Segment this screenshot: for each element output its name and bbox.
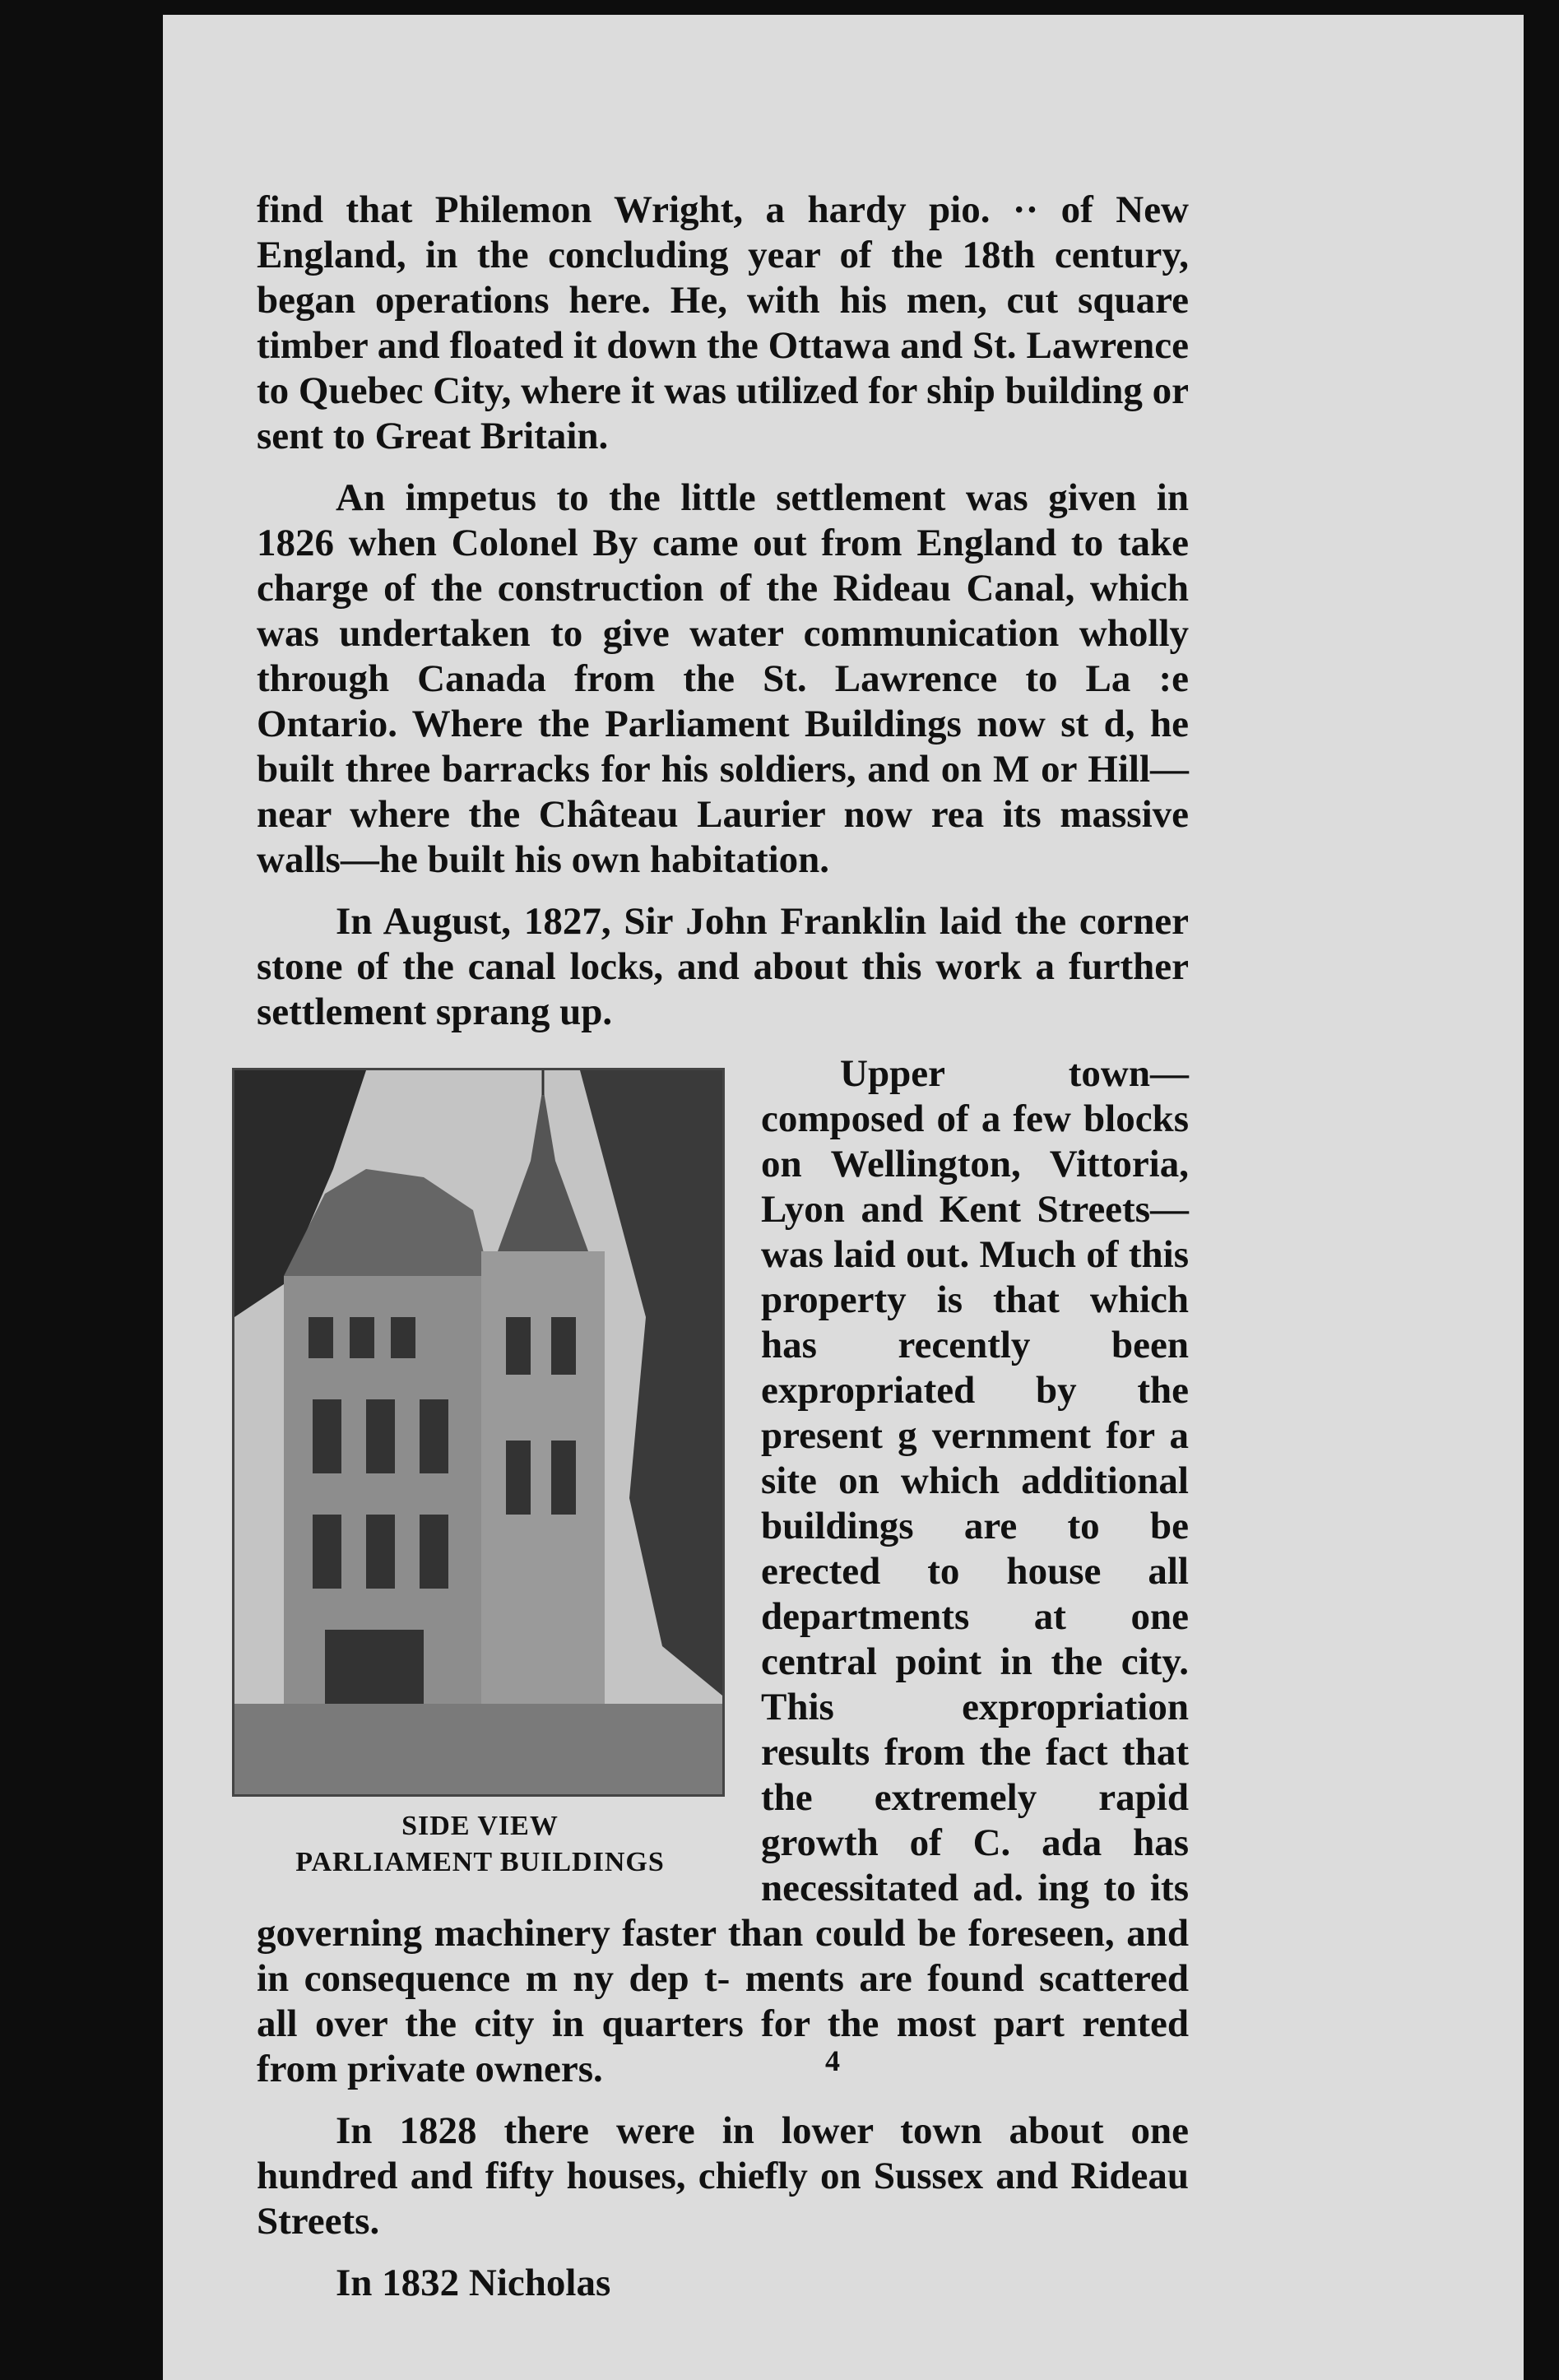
text-with-figure — [257, 1051, 1189, 2306]
caption-line-1: SIDE VIEW — [401, 1811, 559, 1841]
paragraph-2: An impetus to the little settlement was given in 1826 when Colonel By came out from England to take charge of the construction of the Rideau Canal, which was undertaken to give water communication wholly through Canada from the St. Lawrence to La :e Ontario. Where the Parliament Buildings now st d, he built three barracks for his soldiers, and on M or Hill—near where the Château Laurier now rea its massive walls—he built his own habitation. — [257, 476, 1189, 881]
parliament-photo — [232, 1068, 725, 1797]
figure-caption — [232, 1808, 728, 1881]
figure — [232, 1068, 728, 1881]
paragraph-6: In 1832 Nicholas — [336, 2262, 611, 2304]
page-number: 4 — [825, 2044, 840, 2077]
parliament-building-image — [234, 1070, 722, 1794]
paragraph-1: find that Philemon Wright, a hardy pio. ·· of New England, in the concluding year of the 18th century, began operations here. He, with his men, cut square timber and floated it down the Ottawa and St. Lawrence to Quebec City, where it was utilized for ship building or sent to Great Britain. — [257, 188, 1189, 457]
paragraph-4: Upper town—composed of a few blocks on Wellington, Vittoria, Lyon and Kent Streets—was laid out. Much of this property is that which has recently been expropriated by the present g vernment for a site on which additional buildings are to be erected to house all departments at one central point in the city. This expropriation results from the fact that the extremely rapid growth of C. ada has necessitated ad. ing to its governing machinery faster than could be foreseen, and in consequence m ny dep t- ments are found scattered all over the city in quarters for the most part rented from private owners. — [257, 1052, 1189, 2090]
body-text — [257, 188, 1189, 2322]
caption-line-2: PARLIAMENT BUILDINGS — [295, 1847, 665, 1877]
paragraph-5: In 1828 there were in lower town about one hundred and fifty houses, chiefly on Sussex and Rideau Streets. — [257, 2109, 1189, 2243]
paragraph-3: In August, 1827, Sir John Franklin laid the corner stone of the canal locks, and about this work a further settlement sprang up. — [257, 900, 1189, 1033]
